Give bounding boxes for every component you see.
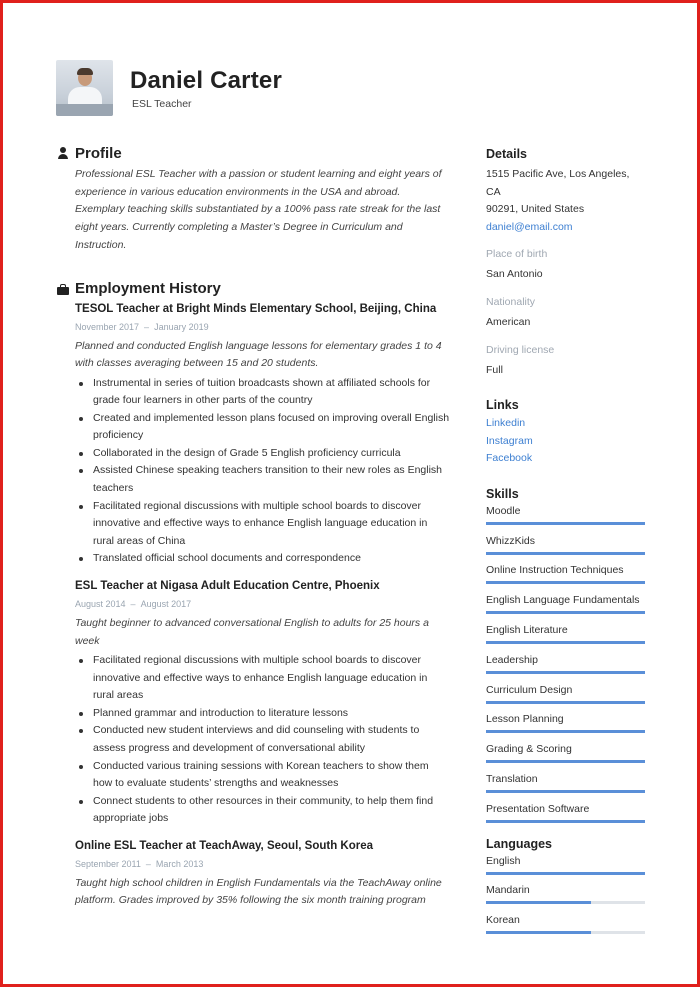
facebook-link[interactable]: Facebook [486,452,533,465]
skill-item [486,593,646,623]
bullet-line: Conducted various training sessions with Korean teachers to show them [93,759,429,772]
skill-name: Grading & Scoring [486,743,572,756]
person-job-title: ESL Teacher [132,98,192,110]
sidebar-column [486,143,646,943]
job-title: ESL Teacher at Nigasa Adult Education Centre, Phoenix [75,580,380,593]
skill-item [486,683,646,713]
skills-list [486,504,646,832]
job-start-date: August 2014 [75,599,126,610]
job-dates [75,857,457,871]
skill-level-bar [486,581,645,584]
bullet-item [75,498,457,551]
language-item [486,913,646,943]
skill-level-bar [486,701,645,704]
bullet-item [75,375,457,410]
skill-name: Online Instruction Techniques [486,564,624,577]
skill-name: Translation [486,773,538,786]
bullet-line: innovative and effective ways to enhance English language education in [93,517,428,530]
job-dates [75,597,457,611]
profile-heading [57,143,457,163]
job-end-date: August 2017 [140,599,192,610]
employment-heading [57,279,457,299]
skill-level-track [486,671,645,674]
bullet-line: Facilitated regional discussions with multiple school boards to discover [93,654,421,667]
skill-item [486,802,646,832]
skill-item [486,653,646,683]
email-link[interactable]: daniel@email.com [486,220,573,233]
job-entry [75,578,457,828]
bullet-line: assess progress and development of conversational ability [93,742,365,755]
skill-level-bar [486,730,645,733]
details-heading: Details [486,147,527,161]
skill-item [486,563,646,593]
nationality-value: American [486,315,531,328]
bullet-line: Assisted Chinese speaking teachers transition to their new roles as English [93,464,443,477]
profile-summary [75,166,457,255]
job-entry [75,301,457,569]
skill-level-track [486,611,645,614]
skill-level-track [486,581,645,584]
skill-item [486,504,646,534]
language-name: Mandarin [486,884,530,897]
bullet-line: Facilitated regional discussions with multiple school boards to discover [93,499,421,512]
skill-name: Curriculum Design [486,683,573,696]
skill-name: English Literature [486,624,568,637]
job-title: TESOL Teacher at Bright Minds Elementary School, Beijing, China [75,302,437,315]
job-description [75,338,457,373]
skill-level-track [486,760,645,763]
skill-level-bar [486,522,645,525]
job-description-line: Taught beginner to advanced conversational English to adults for 25 hours a [75,617,429,630]
bullet-line: Planned grammar and introduction to literature lessons [93,706,349,719]
skill-level-track [486,522,645,525]
skill-item [486,712,646,742]
language-level-track [486,872,645,875]
skill-level-bar [486,611,645,614]
bullet-item [75,550,457,568]
date-separator: – [144,321,150,332]
briefcase-icon [57,283,69,295]
job-description [75,875,457,910]
bullet-line: proficiency [93,429,144,442]
bullet-line: how to evaluate students’ strengths and weaknesses [93,777,339,790]
birth-value: San Antonio [486,267,543,280]
language-level-bar [486,931,591,934]
skill-level-track [486,641,645,644]
job-end-date: March 2013 [155,858,204,869]
bullet-item [75,705,457,723]
job-end-date: January 2019 [154,321,209,332]
job-entry [75,838,457,910]
job-description-line: Planned and conducted English language lessons for elementary grades 1 to 4 [75,339,442,352]
date-separator: – [145,858,151,869]
bullet-line: Created and implemented lesson plans focused on improving overall English [93,411,450,424]
bullet-line: Collaborated in the design of Grade 5 English proficiency curricula [93,446,401,459]
skill-level-track [486,730,645,733]
person-name: Daniel Carter [130,67,282,94]
bullet-item [75,462,457,497]
language-level-bar [486,872,645,875]
bullet-line: rural areas [93,689,144,702]
skill-level-track [486,820,645,823]
language-name: Korean [486,914,520,927]
instagram-link[interactable]: Instagram [486,434,533,447]
employment-list [57,301,457,910]
skill-level-bar [486,820,645,823]
skill-level-bar [486,790,645,793]
job-description-line: with classes averaging between 15 and 20 students. [75,357,319,370]
skill-item [486,534,646,564]
bullet-item [75,652,457,705]
job-start-date: September 2011 [75,858,141,869]
bullet-item [75,793,457,828]
skill-level-bar [486,552,645,555]
date-separator: – [130,599,136,610]
language-item [486,883,646,913]
profile-line: Instruction. [75,238,127,251]
skill-item [486,742,646,772]
bullet-item [75,410,457,445]
bullet-item [75,722,457,757]
job-description-line: week [75,634,100,647]
bullet-line: teachers [93,482,134,495]
skill-name: Lesson Planning [486,713,564,726]
skill-level-track [486,790,645,793]
bullet-line: Instrumental in series of tuition broadcasts shown at affiliated schools for [93,376,431,389]
job-description [75,615,457,650]
job-start-date: November 2017 [75,321,140,332]
job-dates [75,320,457,334]
skill-level-track [486,701,645,704]
bullet-item [75,758,457,793]
profile-photo [56,60,113,116]
profile-title: Profile [75,144,122,162]
skill-name: Leadership [486,653,538,666]
profile-line: Exemplary teaching skills substantiated by a 100% pass rate streak for the last [75,203,441,216]
skill-name: Moodle [486,504,521,517]
language-level-track [486,931,645,934]
languages-list [486,854,646,943]
skill-name: English Language Fundamentals [486,594,640,607]
languages-heading: Languages [486,836,552,851]
skill-name: Presentation Software [486,802,590,815]
language-name: English [486,854,521,867]
bullet-line: appropriate jobs [93,812,169,825]
nationality-label: Nationality [486,296,536,309]
linkedin-link[interactable]: Linkedin [486,417,526,430]
bullet-item [75,445,457,463]
skill-level-bar [486,641,645,644]
skill-item [486,623,646,653]
language-level-track [486,901,645,904]
profile-line: Professional ESL Teacher with a passion or student learning and eight years of [75,168,442,180]
bullet-line: innovative and effective ways to enhance English language education in [93,671,428,684]
links-heading: Links [486,398,519,413]
bullet-line: rural areas of China [93,534,186,547]
skill-level-track [486,552,645,555]
profile-line: eight years. Currently completing a Master’s Degree in Curriculum and [75,221,403,234]
job-bullets [75,375,457,569]
employment-title: Employment History [75,280,221,298]
job-bullets [75,652,457,828]
skill-level-bar [486,671,645,674]
language-item [486,854,646,884]
person-icon [57,147,69,159]
license-value: Full [486,363,503,376]
profile-line: experience in various education environments in the USA and abroad. [75,185,401,198]
license-label: Driving license [486,344,555,357]
job-description-line: platform. Grades improved by 35% following the six month training program [75,894,426,907]
skill-item [486,772,646,802]
skill-name: WhizzKids [486,534,536,547]
address-line: 1515 Pacific Ave, Los Angeles, CA [486,168,630,198]
bullet-line: Conducted new student interviews and did counseling with students to [93,724,420,737]
bullet-line: grade four learners in other parts of the country [93,394,313,407]
birth-label: Place of birth [486,248,548,261]
bullet-line: Translated official school documents and correspondence [93,552,361,565]
main-column [57,143,457,910]
bullet-line: Connect students to other resources in their community, to help them find [93,794,434,807]
skills-heading: Skills [486,486,519,501]
address-line: 90291, United States [486,203,585,215]
job-title: Online ESL Teacher at TeachAway, Seoul, South Korea [75,839,374,852]
language-level-bar [486,901,591,904]
skill-level-bar [486,760,645,763]
job-description-line: Taught high school children in English Fundamentals via the TeachAway online [75,876,442,889]
